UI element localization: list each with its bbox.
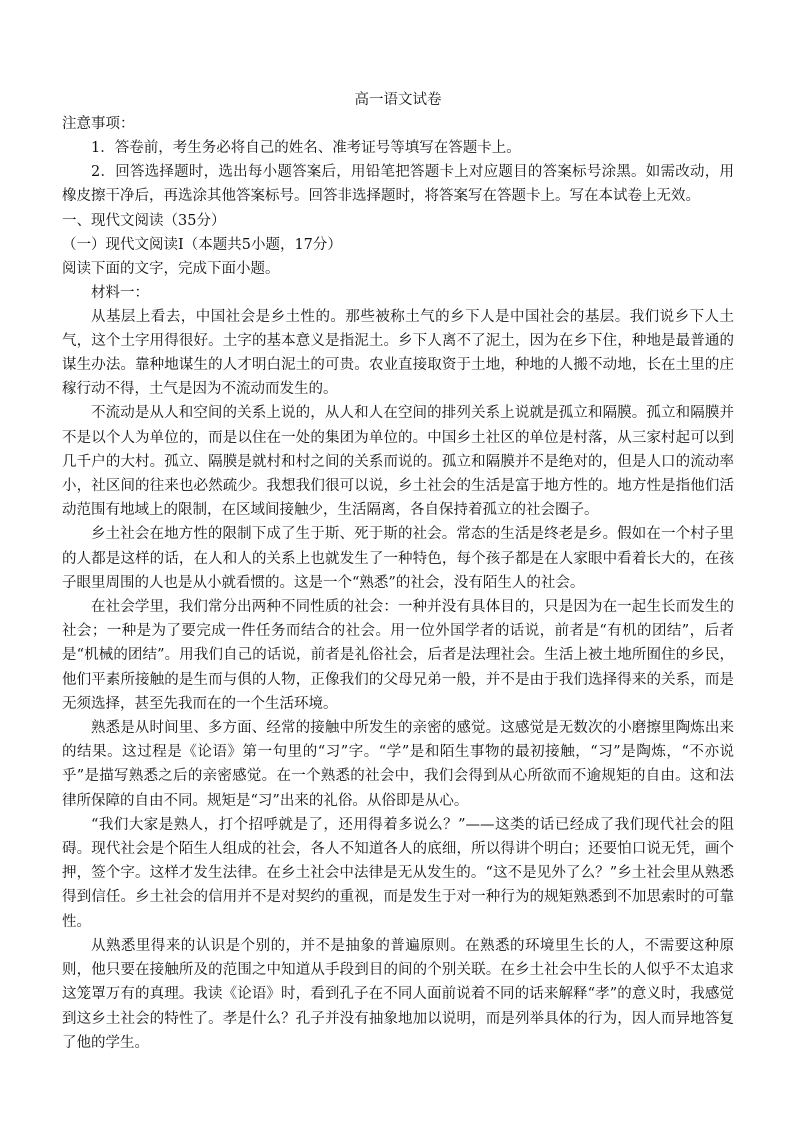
section-heading: 一、现代文阅读（35分） [62, 212, 226, 229]
material-paragraph-5: 熟悉是从时间里、多方面、经常的接触中所发生的亲密的感觉。这感觉是无数次的小磨擦里陶炼出来的结果。这过程是《论语》第一句里的“习”字。“学”是和陌生事物的最初接触，“习”是陶炼，“不亦说乎”是描写熟悉之后的亲密感觉。在一个熟悉的社会中，我们会得到从心所欲而不逾规矩的自由。这和法律所保障的自由不同。规矩是“习”出来的礼俗。从俗即是从心。 [62, 720, 734, 809]
exam-page [62, 88, 734, 1055]
material-paragraph-3: 乡土社会在地方性的限制下成了生于斯、死于斯的社会。常态的生活是终老是乡。假如在一个村子里的人都是这样的话，在人和人的关系上也就发生了一种特色，每个孩子都是在人家眼中看着长大的，在孩子眼里周围的人也是从小就看惯的。这是一个“熟悉”的社会，没有陌生人的社会。 [62, 526, 734, 591]
notice-heading: 注意事项： [62, 116, 135, 132]
reading-instruction: 阅读下面的文字，完成下面小题。 [62, 260, 280, 277]
material-label: 材料一： [91, 284, 149, 301]
material-paragraph-6: “我们大家是熟人，打个招呼就是了，还用得着多说么？”——这类的话已经成了我们现代社会的阻碍。现代社会是个陌生人组成的社会，各人不知道各人的底细，所以得讲个明白；还要怕口说无凭，画个押，签个字。这样才发生法律。在乡土社会中法律是无从发生的。“这不是见外了么？”乡土社会里从熟悉得到信任。乡土社会的信用并不是对契约的重视，而是发生于对一种行为的规矩熟悉到不加思索时的可靠性。 [62, 816, 734, 930]
material-paragraph-2: 不流动是从人和空间的关系上说的，从人和人在空间的排列关系上说就是孤立和隔膜。孤立和隔膜并不是以个人为单位的，而是以住在一处的集团为单位的。中国乡土社区的单位是村落，从三家村起可以到几千户的大村。孤立、隔膜是就村和村之间的关系而说的。孤立和隔膜并不是绝对的，但是人口的流动率小，社区间的往来也必然疏少。我想我们很可以说，乡土社会的生活是富于地方性的。地方性是指他们活动范围有地域上的限制，在区域间接触少，生活隔离，各自保持着孤立的社会圈子。 [62, 405, 734, 519]
notice-item-1: 1．答卷前，考生务必将自己的姓名、准考证号等填写在答题卡上。 [91, 140, 521, 156]
notice-item-2: 2．回答选择题时，选出每小题答案后，用铅笔把答题卡上对应题目的答案标号涂黑。如需改动，用橡皮擦干净后，再选涂其他答案标号。回答非选择题时，将答案写在答题卡上。写在本试卷上无效。 [62, 164, 734, 205]
section-subheading: （一）现代文阅读Ⅰ（本题共5小题，17分） [62, 236, 342, 253]
material-paragraph-1: 从基层上看去，中国社会是乡土性的。那些被称土气的乡下人是中国社会的基层。我们说乡下人土气，这个土字用得很好。土字的基本意义是指泥土。乡下人离不了泥土，因为在乡下住，种地是最普通的谋生办法。靠种地谋生的人才明白泥土的可贵。农业直接取资于土地，种地的人搬不动地，长在土里的庄稼行动不得，土气是因为不流动而发生的。 [62, 308, 734, 398]
page-title: 高一语文试卷 [354, 92, 442, 108]
material-paragraph-7: 从熟悉里得来的认识是个别的，并不是抽象的普遍原则。在熟悉的环境里生长的人，不需要这种原则，他只要在接触所及的范围之中知道从手段到目的间的个别关联。在乡土社会中生长的人似乎不太追求这笼罩万有的真理。我读《论语》时，看到孔子在不同人面前说着不同的话来解释“孝”的意义时，我感觉到这乡土社会的特性了。孝是什么？孔子并没有抽象地加以说明，而是列举具体的行为，因人而异地答复了他的学生。 [62, 937, 734, 1051]
material-paragraph-4: 在社会学里，我们常分出两种不同性质的社会：一种并没有具体目的，只是因为在一起生长而发生的社会；一种是为了要完成一件任务而结合的社会。用一位外国学者的话说，前者是“有机的团结”，后者是“机械的团结”。用我们自己的话说，前者是礼俗社会，后者是法理社会。生活上被土地所囿住的乡民，他们平素所接触的是生而与俱的人物，正像我们的父母兄弟一般，并不是由于我们选择得来的关系，而是无须选择，甚至先我而在的一个生活环境。 [62, 599, 734, 712]
